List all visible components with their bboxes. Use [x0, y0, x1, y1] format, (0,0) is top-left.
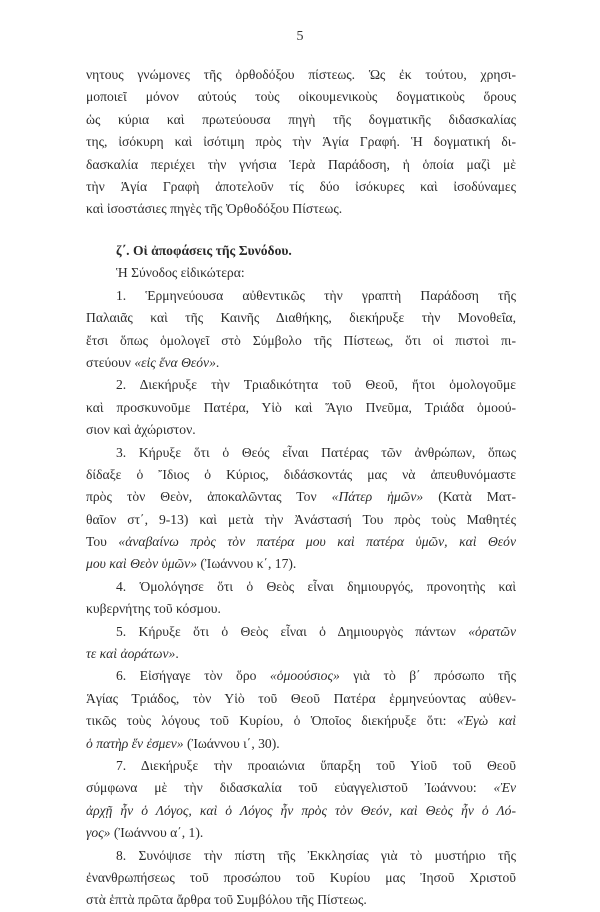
text-run: 3. Κήρυξε ὅτι ὁ Θεός εἶναι Πατέρας τῶν ἀνθρώπων, ὅπως — [116, 444, 516, 460]
section-heading: ζ΄. Οἱ ἀποφάσεις τῆς Συνόδου. — [116, 243, 292, 258]
text-line — [86, 621, 516, 643]
text-line — [86, 845, 516, 867]
text-line — [86, 598, 516, 620]
section-intro: Ἡ Σύνοδος εἰδικώτερα: — [116, 265, 245, 281]
decision-item — [86, 285, 516, 375]
quoted-text: «εἰς ἕνα Θεόν» — [134, 354, 216, 370]
text-line: δασκαλία περιέχει τὴν γνήσια Ἱερὰ Παράδοση, ἡ ὁποία μαζὶ μὲ — [86, 156, 516, 172]
text-run: στεύουν — [86, 354, 135, 370]
text-run: 1. Ἑρμηνεύουσα αὐθεντικῶς τὴν γραπτὴ Παράδοση τῆς — [116, 287, 516, 303]
quoted-text: «ἀναβαίνω πρὸς τὸν πατέρα μου καὶ πατέρα ὑμῶν, καὶ Θεόν — [118, 534, 516, 550]
text-line — [86, 710, 516, 732]
text-run: . — [175, 646, 179, 662]
quoted-text: τε καὶ ἀοράτων» — [86, 646, 176, 662]
text-run: 6. Εἰσήγαγε τὸν ὅρο — [116, 668, 270, 684]
decision-item — [86, 845, 516, 912]
text-line — [86, 397, 516, 419]
text-run: καὶ προσκυνοῦμε Πατέρα, Υἱὸ καὶ Ἅγιο Πνεῦμα, Τριάδα ὁμοού- — [86, 399, 516, 415]
quoted-text: «Πάτερ ἡμῶν» — [331, 489, 424, 505]
text-line — [86, 553, 516, 575]
text-line — [86, 352, 516, 374]
quoted-text: «ὁμοούσιος» — [269, 668, 340, 684]
text-run: στὰ ἑπτὰ πρῶτα ἄρθρα τοῦ Συμβόλου τῆς Πίστεως. — [86, 892, 367, 908]
text-line — [86, 419, 516, 441]
quoted-text: ἀρχῇ ἦν ὁ Λόγος, καὶ ὁ Λόγος ἦν πρὸς τὸν Θεόν, καὶ Θεὸς ἦν ὁ Λό- — [86, 802, 516, 818]
text-run: 4. Ὁμολόγησε ὅτι ὁ Θεὸς εἶναι δημιουργός, προνοητὴς καὶ — [116, 578, 516, 594]
text-run: Του — [86, 534, 119, 550]
text-line: της, ἰσόκυρη καὶ ἰσότιμη πρὸς τὴν Ἁγία Γραφή. Ἡ δογματική δι- — [86, 134, 516, 150]
text-run: κυβερνήτης τοῦ κόσμου. — [86, 601, 221, 617]
text-run: Παλαιᾶς καὶ τῆς Καινῆς Διαθήκης, διεκήρυξε τὴν Μονοθεΐα, — [86, 310, 516, 326]
text-line: ὡς κύρια καὶ πρωτεύουσα πηγὴ τῆς δογματικῆς διδασκαλίας — [86, 111, 516, 127]
text-run: πρὸς τὸν Θεὸν, ἀποκαλῶντας Τον — [86, 489, 332, 505]
text-run: τικῶς τοὺς λόγους τοῦ Κυρίου, ὁ Ὁποῖος διεκήρυξε ὅτι: — [86, 713, 457, 729]
text-run: Ἁγίας Τριάδος, τὸν Υἱὸ τοῦ Θεοῦ Πατέρα ἑρμηνεύοντας αὐθεν- — [86, 690, 516, 706]
text-line — [86, 688, 516, 710]
text-line — [86, 374, 516, 396]
quoted-text: «Ἐγὼ καὶ — [456, 713, 517, 729]
quoted-text: «Ἐν — [493, 780, 516, 796]
text-line — [86, 777, 516, 799]
text-line — [86, 464, 516, 486]
text-line — [86, 889, 516, 911]
text-run: θαῖον στ΄, 9-13) καὶ μετὰ τὴν Ἀνάστασή Του πρὸς τοὺς Μαθητές — [86, 511, 516, 527]
text-run: 5. Κήρυξε ὅτι ὁ Θεὸς εἶναι ὁ Δημιουργὸς πάντων — [116, 623, 469, 639]
text-run: δίδαξε ὁ Ἴδιος ὁ Κύριος, διδάσκοντάς μας νὰ ἀπευθυνόμαστε — [86, 466, 516, 482]
text-run: (Κατὰ Ματ- — [423, 489, 516, 505]
quoted-text: «ὁρατῶν — [468, 623, 516, 639]
text-run: ἐνανθρωπήσεως τοῦ προσώπου τοῦ Κυρίου μας Ἰησοῦ Χριστοῦ — [86, 869, 516, 885]
text-line: μοποιεῖ μόνον αὐτούς τοὺς οἰκουμενικοὺς δογματικοὺς ὅρους — [86, 89, 516, 105]
text-run: . — [215, 354, 220, 370]
text-run: (Ἰωάννου α΄, 1). — [110, 825, 204, 841]
text-line — [86, 643, 516, 665]
text-line — [86, 755, 516, 777]
text-run: (Ἰωάννου ι΄, 30). — [183, 735, 280, 751]
text-run: σιον καὶ ἀχώριστον. — [86, 422, 196, 438]
text-line — [86, 285, 516, 307]
text-line — [86, 486, 516, 508]
text-line — [86, 576, 516, 598]
text-run: 8. Συνόψισε τὴν πίστη τῆς Ἐκκλησίας γιὰ τὸ μυστήριο τῆς — [116, 847, 516, 863]
text-run: ἔτσι ὅπως ὁμολογεῖ στὸ Σύμβολο τῆς Πίστεως, ὅτι οἱ πιστοὶ πι- — [86, 332, 516, 348]
text-line — [86, 822, 516, 844]
decision-item — [86, 576, 516, 621]
text-line — [86, 509, 516, 531]
quoted-text: ὁ πατὴρ ἕν ἐσμεν» — [86, 735, 184, 751]
text-line — [86, 665, 516, 687]
text-line — [86, 531, 516, 553]
text-line — [86, 733, 516, 755]
text-run: σύμφωνα μὲ τὴν διδασκαλία τοῦ εὐαγγελιστοῦ Ἰωάννου: — [86, 780, 494, 796]
decisions-section — [86, 240, 516, 912]
text-run: γιὰ τὸ β΄ πρόσωπο τῆς — [339, 668, 516, 684]
quoted-text: γος» — [86, 825, 111, 841]
decision-item — [86, 621, 516, 666]
intro-paragraph — [86, 64, 516, 221]
text-run: (Ἰωάννου κ΄, 17). — [197, 556, 297, 572]
text-line: καὶ ἰσοστάσιες πηγὲς τῆς Ὀρθοδόξου Πίστεως. — [86, 201, 343, 217]
text-line: νητους γνώμονες τῆς ὀρθοδόξου πίστεως. Ὡς ἐκ τούτου, χρησι- — [86, 67, 516, 82]
decision-item — [86, 442, 516, 576]
text-line — [86, 867, 516, 889]
text-run: 7. Διεκήρυξε τὴν προαιώνια ὕπαρξη τοῦ Υἱοῦ τοῦ Θεοῦ — [116, 757, 516, 773]
text-run: 2. Διεκήρυξε τὴν Τριαδικότητα τοῦ Θεοῦ, ἤτοι ὁμολογοῦμε — [116, 377, 516, 393]
decision-item — [86, 755, 516, 845]
text-line — [86, 330, 516, 352]
decisions-list — [86, 285, 516, 912]
text-line — [86, 307, 516, 329]
quoted-text: μου καὶ Θεὸν ὑμῶν» — [86, 556, 197, 572]
decision-item — [86, 374, 516, 441]
text-line — [86, 442, 516, 464]
decision-item — [86, 665, 516, 755]
text-line — [86, 800, 516, 822]
text-line: τὴν Ἁγία Γραφὴ ἀποτελοῦν τίς δύο ἰσόκυρες καὶ ἰσοδύναμες — [86, 178, 516, 194]
page-number: 5 — [296, 29, 304, 44]
